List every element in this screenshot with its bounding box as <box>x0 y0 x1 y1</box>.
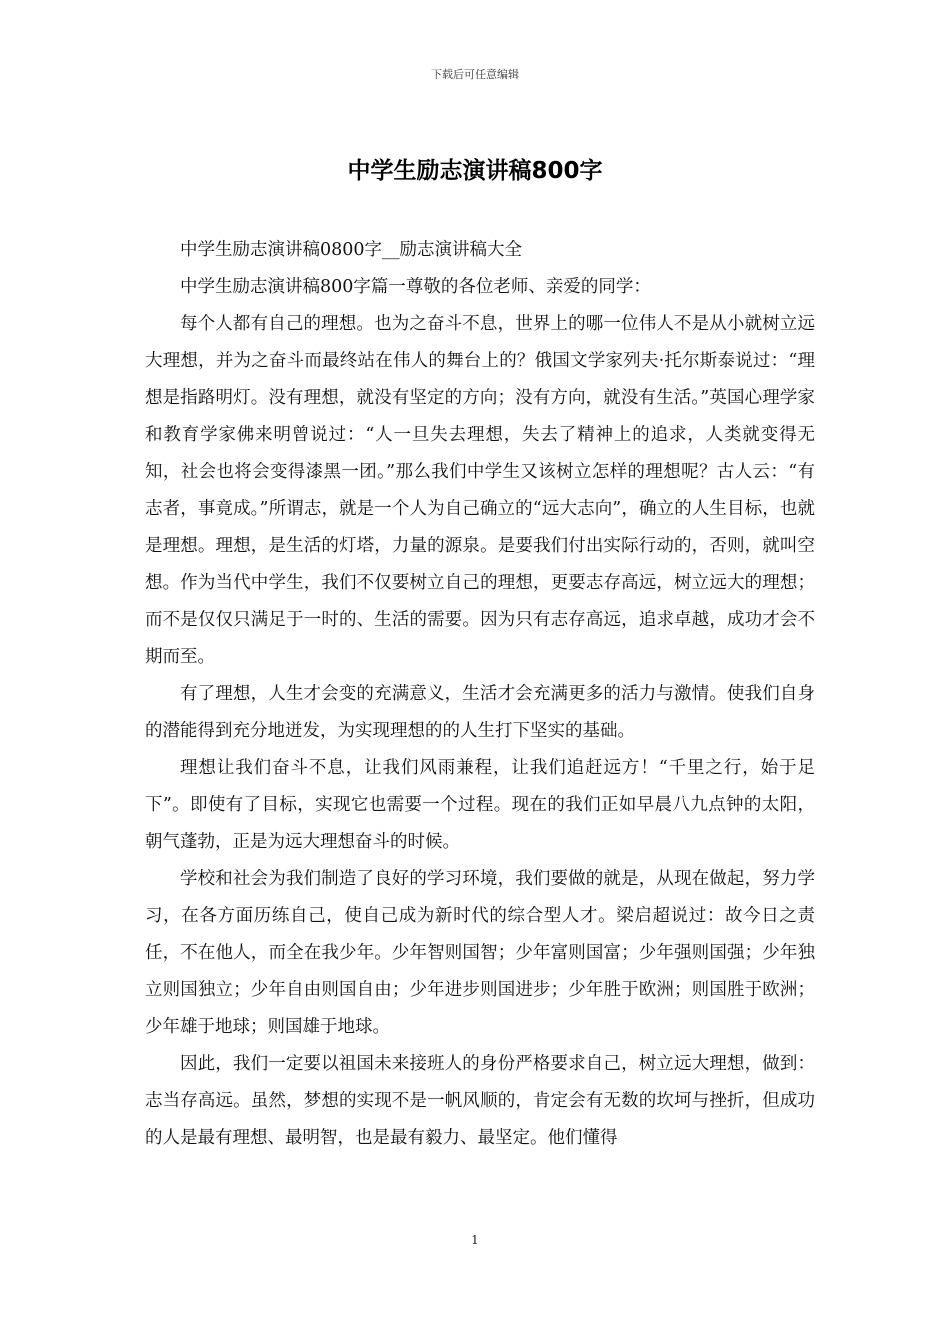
paragraph: 中学生励志演讲稿800字篇一尊敬的各位老师、亲爱的同学： <box>180 277 651 297</box>
document-title: 中学生励志演讲稿800字 <box>347 158 603 184</box>
paragraph: 因此，我们一定要以祖国未来接班人的身份严格要求自己，树立远大理想，做到：志当存高远。虽然，梦想的实现不是一帆风顺的，肯定会有无数的坎坷与挫折，但成功的人是最有理想、最明智，也是最有毅力、最坚定。他们懂得 <box>145 1054 815 1148</box>
page-number: 1 <box>471 1233 479 1247</box>
document-body <box>145 232 815 1157</box>
paragraph: 学校和社会为我们制造了良好的学习环境，我们要做的就是，从现在做起，努力学习，在各方面历练自己，使自己成为新时代的综合型人才。梁启超说过：故今日之责任，不在他人，而全在我少年。少年智则国智；少年富则国富；少年强则国强；少年独立则国独立；少年自由则国自由；少年进步则国进步；少年胜于欧洲；则国胜于欧洲；少年雄于地球；则国雄于地球。 <box>145 869 815 1037</box>
paragraph: 理想让我们奋斗不息，让我们风雨兼程，让我们追赶远方！“千里之行，始于足下”。即使有了目标，实现它也需要一个过程。现在的我们正如早晨八九点钟的太阳，朝气蓬勃，正是为远大理想奋斗的时候。 <box>145 758 815 852</box>
paragraph: 中学生励志演讲稿0800字__励志演讲稿大全 <box>180 240 523 260</box>
paragraph: 每个人都有自己的理想。也为之奋斗不息，世界上的哪一位伟人不是从小就树立远大理想，并为之奋斗而最终站在伟人的舞台上的？俄国文学家列夫·托尔斯泰说过：“理想是指路明灯。没有理想，就没有坚定的方向；没有方向，就没有生活。”英国心理学家和教育学家佛来明曾说过：“人一旦失去理想，失去了精神上的追求，人类就变得无知，社会也将会变得漆黑一团。”那么我们中学生又该树立怎样的理想呢？古人云：“有志者，事竟成。”所谓志，就是一个人为自己确立的“远大志向”，确立的人生目标，也就是理想。理想，是生活的灯塔，力量的源泉。是要我们付出实际行动的，否则，就叫空想。作为当代中学生，我们不仅要树立自己的理想，更要志存高远，树立远大的理想；而不是仅仅只满足于一时的、生活的需要。因为只有志存高远，追求卓越，成功才会不期而至。 <box>145 314 815 667</box>
paragraph: 有了理想，人生才会变的充满意义，生活才会充满更多的活力与激情。使我们自身的潜能得到充分地迸发，为实现理想的的人生打下坚实的基础。 <box>145 684 815 741</box>
page-header: 下载后可任意编辑 <box>431 68 519 81</box>
